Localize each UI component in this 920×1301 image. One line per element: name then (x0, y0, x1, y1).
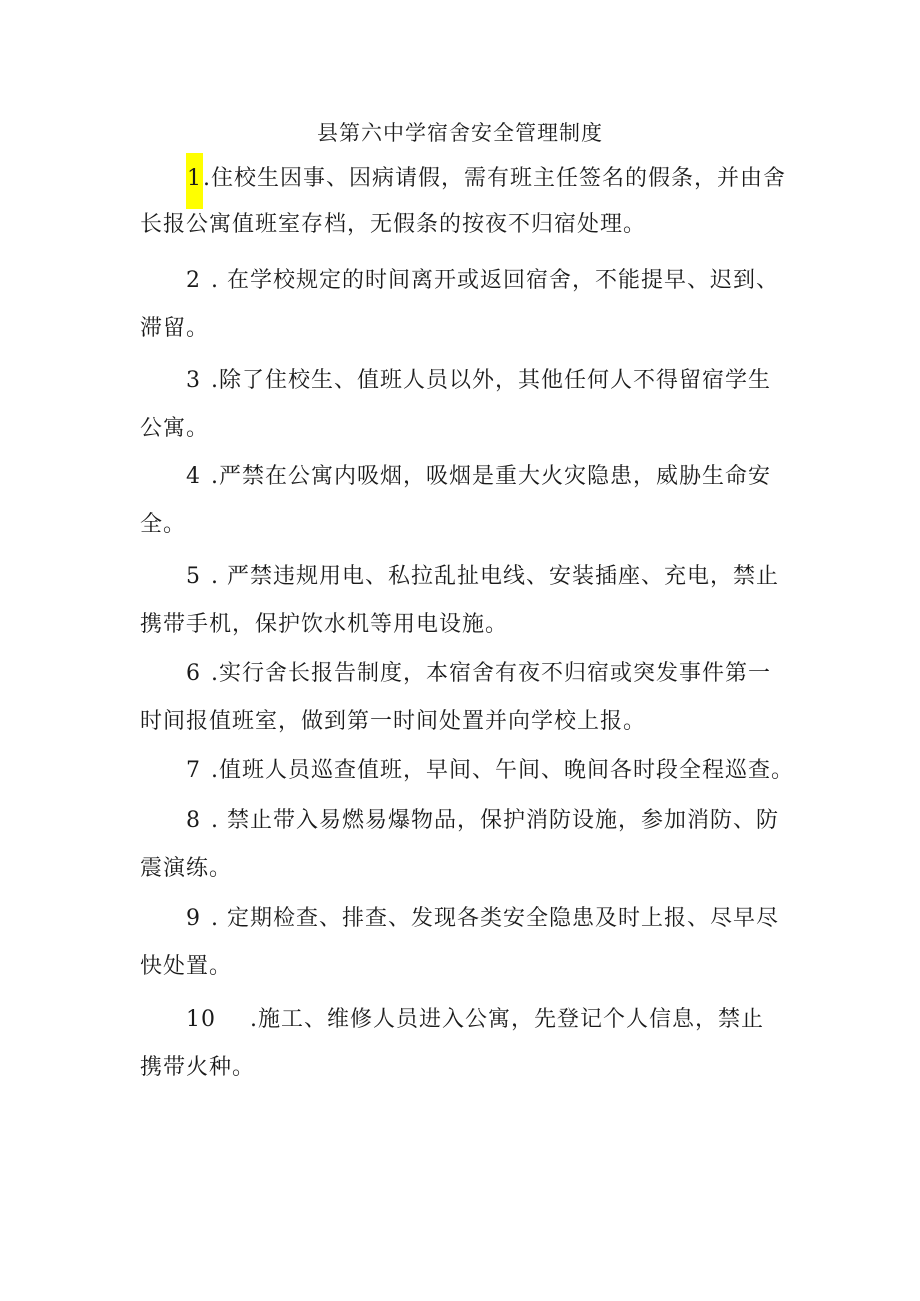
rule-number: 9 (186, 906, 201, 931)
rule-text: .除了住校生、值班人员以外，其他任何人不得留宿学生 (211, 368, 771, 393)
rule-text: . 在学校规定的时间离开或返回宿舍，不能提早、迟到、 (211, 268, 779, 293)
rule-item-9 (140, 895, 790, 991)
rule-text: . 定期检查、排查、发现各类安全隐患及时上报、尽早尽 (211, 906, 779, 931)
rule-text: .值班人员巡查值班，早间、午间、晚间各时段全程巡查。 (211, 758, 794, 783)
rule-item-1 (140, 153, 790, 249)
rule-number: 5 (186, 564, 201, 589)
rule-item-2 (140, 257, 790, 353)
rule-item-6 (140, 650, 790, 746)
rule-line (140, 257, 790, 305)
rule-number-highlighted: 1 (186, 153, 203, 209)
rule-line-continued: 携带火种。 (140, 1055, 256, 1080)
rule-line (140, 996, 790, 1044)
rule-line (140, 895, 790, 943)
rule-line-continued: 快处置。 (140, 954, 233, 979)
rule-number: 10 (186, 1007, 216, 1032)
rule-item-7 (140, 747, 794, 795)
rule-line (140, 153, 790, 201)
rule-line (140, 797, 790, 845)
rule-line (140, 650, 790, 698)
rule-line-continued: 全。 (140, 512, 187, 537)
rule-line-continued: 滞留。 (140, 316, 210, 341)
rule-text: .住校生因事、因病请假，需有班主任签名的假条，并由舍 (203, 166, 786, 191)
rule-line-continued: 携带手机，保护饮水机等用电设施。 (140, 612, 509, 637)
rule-line (140, 453, 790, 501)
rule-number: 2 (186, 268, 201, 293)
rule-text: . 禁止带入易燃易爆物品，保护消防设施，参加消防、防 (211, 808, 779, 833)
rule-line (140, 357, 790, 405)
rule-line (140, 747, 794, 795)
rule-line (140, 553, 790, 601)
rule-number: 4 (186, 464, 201, 489)
rule-text: .施工、维修人员进入公寓，先登记个人信息，禁止 (250, 1007, 764, 1032)
document-title: 县第六中学宿舍安全管理制度 (317, 121, 603, 145)
rule-item-5 (140, 553, 790, 649)
rule-text: . 严禁违规用电、私拉乱扯电线、安装插座、充电，禁止 (211, 564, 779, 589)
rule-item-4 (140, 453, 790, 549)
rule-line-continued: 时间报值班室，做到第一时间处置并向学校上报。 (140, 709, 647, 734)
rule-number: 3 (186, 368, 201, 393)
rule-line-continued: 公寓。 (140, 416, 210, 441)
rule-number: 7 (186, 758, 201, 783)
rule-text: .严禁在公寓内吸烟，吸烟是重大火灾隐患，威胁生命安 (211, 464, 771, 489)
rule-item-10 (140, 996, 790, 1092)
rule-number: 8 (186, 808, 201, 833)
rule-text: .实行舍长报告制度，本宿舍有夜不归宿或突发事件第一 (211, 661, 771, 686)
rule-item-8 (140, 797, 790, 893)
rule-line-continued: 长报公寓值班室存档，无假条的按夜不归宿处理。 (140, 212, 647, 237)
rule-line-continued: 震演练。 (140, 856, 233, 881)
rule-item-3 (140, 357, 790, 453)
rule-number: 6 (186, 661, 201, 686)
